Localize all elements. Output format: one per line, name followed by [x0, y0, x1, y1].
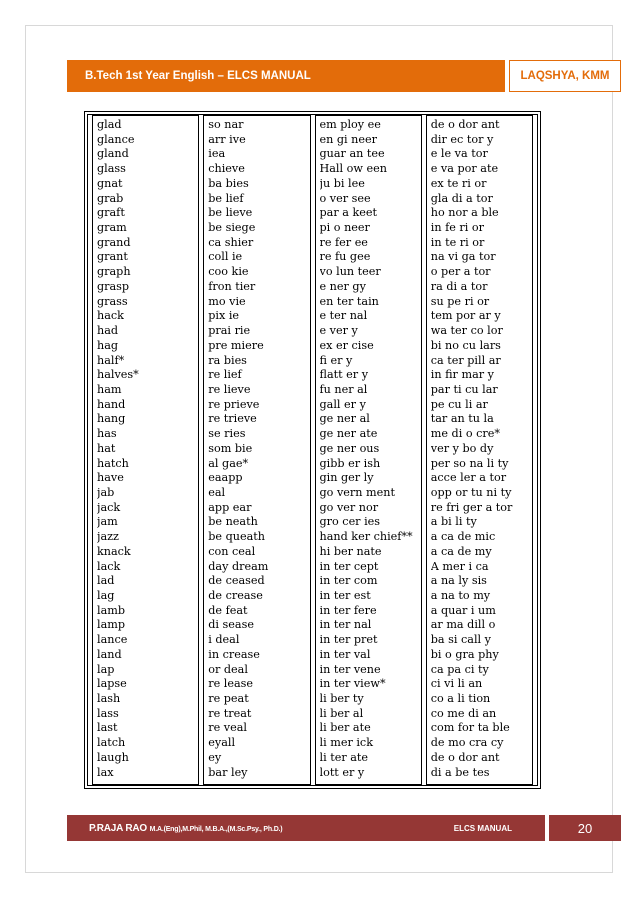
- word-item: e le va tor: [430, 147, 488, 161]
- word-item: in te ri or: [430, 235, 485, 249]
- word-item: e ner gy: [319, 279, 366, 293]
- word-item: lamp: [97, 618, 126, 632]
- word-item: grab: [97, 191, 124, 205]
- word-item: co me di an: [430, 706, 497, 720]
- word-item: ey: [208, 750, 222, 764]
- word-item: li mer ick: [319, 736, 373, 750]
- word-item: lapse: [97, 677, 127, 691]
- word-item: in fe ri or: [430, 221, 484, 235]
- word-item: chieve: [208, 162, 245, 176]
- word-item: in ter vene: [319, 662, 381, 676]
- word-item: bar ley: [208, 765, 248, 779]
- word-item: ex er cise: [319, 338, 374, 352]
- word-item: en gi neer: [319, 132, 377, 146]
- word-item: li ber ate: [319, 721, 371, 735]
- word-item: glad: [97, 118, 122, 131]
- word-item: com for ta ble: [430, 721, 510, 735]
- word-item: in ter view*: [319, 677, 386, 691]
- word-item: su pe ri or: [430, 294, 490, 308]
- word-item: ju bi lee: [319, 176, 365, 190]
- word-item: a bi li ty: [430, 515, 477, 529]
- word-item: arr ive: [208, 132, 246, 146]
- word-item: ci vi li an: [430, 677, 483, 691]
- word-item: re peat: [208, 692, 249, 706]
- word-item: in ter val: [319, 647, 371, 661]
- word-item: go vern ment: [319, 485, 395, 499]
- word-item: lash: [97, 692, 121, 706]
- word-item: grasp: [97, 279, 130, 293]
- word-item: wa ter co lor: [430, 324, 503, 338]
- word-item: re lief: [208, 368, 242, 382]
- word-item: halves*: [97, 368, 139, 382]
- word-item: tar an tu la: [430, 412, 494, 426]
- word-item: in ter cept: [319, 559, 379, 573]
- word-item: has: [97, 427, 117, 441]
- word-item: lag: [97, 589, 115, 602]
- word-item: per so na li ty: [430, 456, 509, 470]
- word-item: dir ec tor y: [430, 132, 494, 146]
- word-item: mo vie: [208, 294, 246, 308]
- word-item: acce ler a tor: [430, 471, 507, 485]
- word-column-4: [426, 115, 533, 785]
- word-item: li ber ty: [319, 692, 364, 706]
- word-item: de feat: [208, 603, 248, 617]
- word-item: ba bies: [208, 176, 249, 190]
- word-column-3: [315, 115, 422, 785]
- word-item: e ter nal: [319, 309, 368, 323]
- word-item: iea: [208, 147, 226, 161]
- word-item: ver y bo dy: [430, 441, 494, 455]
- word-item: a na ly sis: [430, 574, 487, 588]
- word-item: in ter nal: [319, 618, 372, 632]
- word-item: re fer ee: [319, 235, 368, 249]
- word-item: fi er y: [319, 353, 353, 367]
- page-number: 20: [549, 815, 621, 841]
- word-item: last: [97, 721, 118, 735]
- word-item: laugh: [97, 750, 129, 764]
- word-item: hand: [97, 397, 126, 411]
- word-item: som bie: [208, 441, 253, 455]
- word-item: hatch: [97, 456, 129, 470]
- word-item: lamb: [97, 603, 126, 617]
- word-item: app ear: [208, 500, 252, 514]
- word-item: ba si call y: [430, 633, 491, 647]
- word-item: hi ber nate: [319, 544, 382, 558]
- footer-bar: [67, 815, 545, 841]
- footer-title: ELCS MANUAL: [453, 823, 512, 833]
- word-item: gnat: [97, 176, 123, 190]
- word-item: guar an tee: [319, 147, 385, 161]
- word-item: hag: [97, 338, 119, 352]
- word-item: par a keet: [319, 206, 377, 220]
- word-item: hat: [97, 441, 116, 455]
- word-item: al gae*: [208, 456, 249, 470]
- word-item: se ries: [208, 427, 246, 441]
- word-item: be neath: [208, 515, 258, 529]
- word-item: in ter fere: [319, 603, 377, 617]
- word-item: re trieve: [208, 412, 257, 426]
- word-item: con ceal: [208, 544, 256, 558]
- word-item: de mo cra cy: [430, 736, 504, 750]
- word-item: be lief: [208, 191, 244, 205]
- word-item: pe cu li ar: [430, 397, 488, 411]
- page-footer: [67, 815, 621, 841]
- word-item: bi no cu lars: [430, 338, 501, 352]
- word-item: i deal: [208, 633, 240, 647]
- word-item: be queath: [208, 530, 265, 544]
- word-table: [87, 114, 538, 786]
- word-item: jazz: [97, 530, 119, 544]
- word-item: jam: [97, 515, 118, 529]
- word-item: day dream: [208, 559, 269, 573]
- word-item: A mer i ca: [430, 559, 489, 573]
- word-item: re fu gee: [319, 250, 371, 264]
- word-item: land: [97, 647, 122, 661]
- word-item: em ploy ee: [319, 118, 381, 131]
- word-item: gin ger ly: [319, 471, 374, 485]
- word-item: tem por ar y: [430, 309, 501, 323]
- word-table-grid: [88, 115, 537, 785]
- word-item: glass: [97, 162, 126, 176]
- word-item: fu ner al: [319, 382, 368, 396]
- word-item: o per a tor: [430, 265, 491, 279]
- word-item: re fri ger a tor: [430, 500, 513, 514]
- word-item: glance: [97, 132, 135, 146]
- word-item: co a li tion: [430, 692, 491, 706]
- word-item: re treat: [208, 706, 252, 720]
- word-item: latch: [97, 736, 126, 750]
- word-table-row: [92, 115, 533, 785]
- word-item: knack: [97, 544, 131, 558]
- word-item: pre miere: [208, 338, 264, 352]
- word-item: a ca de my: [430, 544, 492, 558]
- word-item: lott er y: [319, 765, 365, 779]
- word-item: be lieve: [208, 206, 253, 220]
- word-item: so nar: [208, 118, 244, 131]
- word-item: hack: [97, 309, 124, 323]
- word-item: gland: [97, 147, 129, 161]
- word-item: ra di a tor: [430, 279, 488, 293]
- word-item: in crease: [208, 647, 260, 661]
- word-item: ho nor a ble: [430, 206, 499, 220]
- word-item: ar ma dill o: [430, 618, 496, 632]
- word-item: gla di a tor: [430, 191, 493, 205]
- page-header: [67, 60, 621, 92]
- word-item: ge ner al: [319, 412, 370, 426]
- word-item: ra bies: [208, 353, 247, 367]
- word-item: ge ner ous: [319, 441, 380, 455]
- word-item: grant: [97, 250, 128, 264]
- word-item: gall er y: [319, 397, 366, 411]
- word-column-1: [92, 115, 199, 785]
- word-item: lad: [97, 574, 115, 588]
- word-item: or deal: [208, 662, 248, 676]
- word-item: fron tier: [208, 279, 256, 293]
- footer-author-name: P.RAJA RAO: [89, 822, 148, 834]
- word-item: o ver see: [319, 191, 371, 205]
- word-item: di a be tes: [430, 765, 490, 779]
- word-item: ca ter pill ar: [430, 353, 501, 367]
- word-item: ex te ri or: [430, 176, 487, 190]
- word-item: eyall: [208, 736, 236, 750]
- word-item: li ber al: [319, 706, 364, 720]
- word-item: in ter est: [319, 589, 371, 602]
- word-item: opp or tu ni ty: [430, 485, 512, 499]
- word-item: coo kie: [208, 265, 249, 279]
- word-item: pi o neer: [319, 221, 370, 235]
- word-item: grand: [97, 235, 131, 249]
- word-item: lance: [97, 633, 128, 647]
- word-item: eaapp: [208, 471, 243, 485]
- word-item: a quar i um: [430, 603, 496, 617]
- word-item: re lease: [208, 677, 254, 691]
- word-item: ca shier: [208, 235, 254, 249]
- word-item: lax: [97, 765, 114, 779]
- word-item: have: [97, 471, 124, 485]
- word-item: de crease: [208, 589, 263, 602]
- footer-author-degrees: M.A.(Eng),M.Phil, M.B.A.,(M.Sc.Psy., Ph.D.): [149, 825, 283, 833]
- word-item: hang: [97, 412, 126, 426]
- word-item: re veal: [208, 721, 247, 735]
- word-item: par ti cu lar: [430, 382, 498, 396]
- word-item: de o dor ant: [430, 118, 500, 131]
- word-item: me di o cre*: [430, 427, 500, 441]
- word-item: graft: [97, 206, 125, 220]
- word-item: prai rie: [208, 324, 251, 338]
- word-item: lack: [97, 559, 121, 573]
- footer-author: [89, 823, 282, 834]
- word-item: eal: [208, 485, 226, 499]
- word-item: li ter ate: [319, 750, 369, 764]
- header-title: B.Tech 1st Year English – ELCS MANUAL: [67, 60, 505, 92]
- word-item: half*: [97, 353, 125, 367]
- word-item: Hall ow een: [319, 162, 387, 176]
- word-item: graph: [97, 265, 131, 279]
- word-item: ca pa ci ty: [430, 662, 489, 676]
- word-item: en ter tain: [319, 294, 379, 308]
- word-item: hand ker chief**: [319, 530, 413, 544]
- word-item: lap: [97, 662, 115, 676]
- word-item: go ver nor: [319, 500, 379, 514]
- word-item: gro cer ies: [319, 515, 381, 529]
- word-item: lass: [97, 706, 119, 720]
- word-item: pix ie: [208, 309, 240, 323]
- word-item: gram: [97, 221, 127, 235]
- word-item: vo lun teer: [319, 265, 381, 279]
- word-item: ge ner ate: [319, 427, 378, 441]
- word-item: ham: [97, 382, 122, 396]
- word-item: de ceased: [208, 574, 265, 588]
- word-item: a ca de mic: [430, 530, 496, 544]
- word-item: grass: [97, 294, 128, 308]
- word-item: di sease: [208, 618, 254, 632]
- header-org: LAQSHYA, KMM: [509, 60, 621, 92]
- word-item: had: [97, 324, 119, 338]
- word-item: a na to my: [430, 589, 491, 602]
- word-item: bi o gra phy: [430, 647, 499, 661]
- word-item: jack: [97, 500, 121, 514]
- word-column-2: [203, 115, 310, 785]
- word-item: in ter com: [319, 574, 378, 588]
- word-item: gibb er ish: [319, 456, 381, 470]
- word-item: coll ie: [208, 250, 243, 264]
- word-item: in ter pret: [319, 633, 378, 647]
- word-item: e ver y: [319, 324, 358, 338]
- word-item: jab: [97, 485, 115, 499]
- word-item: e va por ate: [430, 162, 499, 176]
- word-item: flatt er y: [319, 368, 369, 382]
- word-item: be siege: [208, 221, 256, 235]
- word-item: na vi ga tor: [430, 250, 496, 264]
- word-item: re lieve: [208, 382, 251, 396]
- word-item: in fir mar y: [430, 368, 494, 382]
- word-item: de o dor ant: [430, 750, 500, 764]
- word-item: re prieve: [208, 397, 260, 411]
